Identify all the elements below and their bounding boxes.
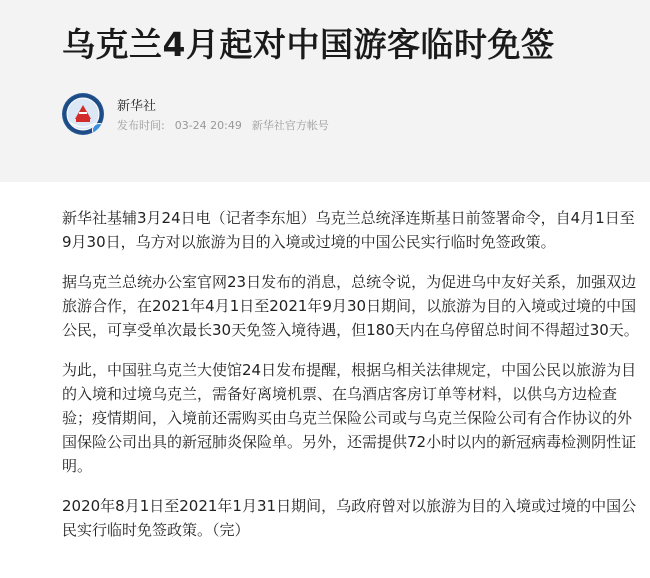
publish-time: 03-24 20:49 xyxy=(174,119,242,132)
publish-meta xyxy=(117,117,339,133)
article-header xyxy=(0,0,650,182)
article-body xyxy=(62,206,644,558)
article-paragraph: 据乌克兰总统办公室官网23日发布的消息，总统令说，为促进乌中友好关系，加强双边旅游合作，在2021年4月1日至2021年9月30日期间，以旅游为目的入境或过境的中国公民，可享受单次最长30天免签入境待遇，但180天内在乌停留总时间不得超过30天。 xyxy=(62,273,639,339)
account-type: 新华社官方帐号 xyxy=(251,119,329,132)
article-paragraph: 2020年8月1日至2021年1月31日期间，乌政府曾对以旅游为目的入境或过境的中国公民实行临时免签政策。（完） xyxy=(62,497,637,539)
article-paragraph: 新华社基辅3月24日电（记者李东旭）乌克兰总统泽连斯基日前签署命令，自4月1日至9月30日，乌方对以旅游为目的入境或过境的中国公民实行临时免签政策。 xyxy=(62,209,635,251)
avatar[interactable] xyxy=(62,93,104,135)
article-title: 乌克兰4月起对中国游客临时免签 xyxy=(62,25,555,64)
publish-label: 发布时间: xyxy=(117,119,165,132)
article-paragraph: 为此，中国驻乌克兰大使馆24日发布提醒，根据乌相关法律规定，中国公民以旅游为目的入境和过境乌克兰，需备好离境机票、在乌酒店客房订单等材料，以供乌方边检查验；疫情期间，入境前还需购买由乌克兰保险公司或与乌克兰保险公司有合作协议的外国保险公司出具的新冠肺炎保险单。另外，还需提供72小时以内的新冠病毒检测阴性证明。 xyxy=(62,361,637,475)
source-name[interactable]: 新华社 xyxy=(117,99,157,114)
verified-badge-icon xyxy=(92,123,104,135)
